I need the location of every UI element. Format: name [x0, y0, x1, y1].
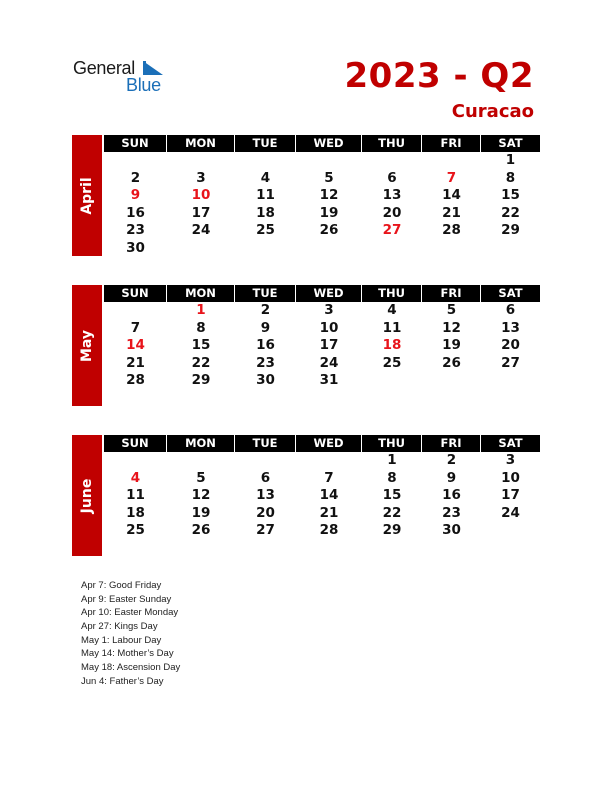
holiday-item: May 14: Mother’s Day	[81, 648, 174, 660]
date-cell: 10	[501, 469, 520, 486]
date-cell: 19	[442, 337, 461, 353]
date-cell: 5	[196, 469, 206, 486]
empty-cell	[422, 372, 481, 390]
week-row	[104, 320, 540, 338]
date-cell: 31	[319, 372, 339, 388]
date-cell: 17	[319, 337, 339, 353]
date-cell: 29	[382, 522, 402, 538]
holiday-date-cell: 1	[196, 302, 206, 318]
empty-cell	[481, 522, 540, 540]
date-cell: 26	[319, 222, 339, 238]
month-block-april	[72, 135, 540, 256]
month-block-june	[72, 435, 540, 556]
date-cell: 16	[256, 337, 275, 353]
empty-cell	[481, 540, 540, 558]
weekday-fri: FRI	[422, 285, 481, 302]
date-cell: 15	[382, 487, 402, 503]
weekday-thu: THU	[362, 285, 422, 302]
week-row	[104, 152, 540, 170]
holiday-date-cell: 9	[130, 187, 141, 203]
week-row	[104, 505, 540, 523]
weekday-wed: WED	[296, 285, 362, 302]
month-label-bar	[72, 135, 102, 256]
empty-cell	[296, 240, 362, 258]
date-cell: 5	[324, 169, 334, 186]
empty-cell	[422, 152, 481, 170]
week-row	[104, 372, 540, 390]
date-cell: 1	[505, 152, 516, 168]
calendar-grid	[104, 435, 540, 557]
date-cell: 14	[319, 487, 339, 503]
week-row	[104, 302, 540, 320]
date-cell: 22	[382, 504, 402, 521]
date-cell: 16	[126, 204, 145, 221]
holiday-item: May 18: Ascension Day	[81, 662, 181, 674]
empty-cell	[362, 390, 422, 408]
month-name: April	[79, 176, 95, 215]
empty-cell	[104, 540, 167, 558]
date-cell: 11	[382, 319, 402, 336]
date-cell: 23	[256, 354, 275, 371]
empty-cell	[362, 540, 422, 558]
date-cell: 5	[446, 302, 457, 318]
empty-cell	[235, 152, 296, 170]
empty-cell	[235, 452, 296, 470]
date-cell: 6	[260, 469, 271, 486]
date-cell: 13	[256, 487, 275, 503]
holiday-item: Jun 4: Father’s Day	[81, 675, 164, 687]
weekday-header	[104, 135, 540, 152]
holiday-date-cell: 27	[382, 222, 402, 238]
logo-text-blue: Blue	[126, 75, 161, 95]
empty-cell	[296, 152, 362, 170]
empty-cell	[167, 452, 235, 470]
date-cell: 21	[319, 504, 339, 521]
empty-cell	[235, 390, 296, 408]
date-cell: 28	[442, 222, 461, 238]
date-cell: 11	[126, 487, 145, 503]
empty-cell	[167, 540, 235, 558]
empty-cell	[167, 240, 235, 258]
empty-cell	[481, 372, 540, 390]
holiday-item: May 1: Labour Day	[81, 634, 162, 646]
weekday-fri: FRI	[422, 135, 481, 152]
weekday-mon: MON	[167, 285, 235, 302]
week-row	[104, 522, 540, 540]
empty-cell	[104, 452, 167, 470]
empty-cell	[362, 152, 422, 170]
week-row	[104, 222, 540, 240]
holiday-item: Apr 9: Easter Sunday	[81, 593, 172, 605]
weekday-sun: SUN	[104, 135, 167, 152]
empty-cell	[481, 240, 540, 258]
date-cell: 11	[256, 187, 275, 203]
date-cell: 7	[130, 319, 141, 336]
weekday-sun: SUN	[104, 435, 167, 452]
week-row	[104, 470, 540, 488]
date-cell: 17	[191, 204, 211, 221]
date-cell: 12	[442, 319, 461, 336]
holiday-item: Apr 10: Easter Monday	[81, 607, 179, 619]
date-cell: 25	[256, 222, 275, 238]
empty-cell	[422, 240, 481, 258]
date-cell: 12	[319, 187, 339, 203]
logo	[73, 58, 173, 98]
page-title: 2023 - Q2	[344, 56, 534, 96]
date-cell: 2	[260, 302, 271, 318]
weekday-tue: TUE	[235, 135, 296, 152]
weekday-sun: SUN	[104, 285, 167, 302]
date-cell: 26	[191, 522, 211, 538]
weekday-sat: SAT	[498, 436, 523, 450]
date-cell: 13	[501, 319, 520, 336]
date-cell: 10	[319, 319, 339, 336]
date-cell: 15	[501, 187, 520, 203]
date-cell: 27	[256, 522, 275, 538]
date-cell: 1	[387, 452, 397, 468]
weekday-wed: WED	[296, 135, 362, 152]
logo-text-general: General	[73, 58, 135, 78]
week-row	[104, 540, 540, 558]
date-cell: 22	[191, 354, 211, 371]
date-cell: 3	[196, 169, 206, 186]
empty-cell	[104, 152, 167, 170]
week-row	[104, 390, 540, 408]
empty-cell	[235, 540, 296, 558]
date-cell: 9	[260, 319, 271, 336]
date-cell: 2	[130, 169, 141, 186]
date-cell: 26	[442, 354, 461, 371]
date-cell: 30	[126, 239, 145, 256]
month-name: June	[79, 478, 95, 513]
date-cell: 15	[191, 337, 211, 353]
empty-cell	[481, 390, 540, 408]
country-subtitle: Curacao	[451, 101, 534, 122]
date-cell: 24	[319, 354, 339, 371]
date-cell: 25	[126, 522, 145, 538]
date-cell: 19	[319, 204, 339, 221]
empty-cell	[167, 152, 235, 170]
holiday-date-cell: 10	[191, 187, 211, 203]
week-row	[104, 355, 540, 373]
weekday-mon: MON	[167, 435, 235, 452]
date-cell: 6	[505, 302, 516, 318]
month-name: May	[79, 329, 95, 362]
date-cell: 20	[256, 504, 275, 521]
calendar-grid	[104, 285, 540, 407]
holiday-date-cell: 18	[382, 337, 402, 353]
date-cell: 14	[442, 187, 461, 203]
week-row	[104, 452, 540, 470]
weekday-header	[104, 285, 540, 302]
weekday-sat: SAT	[498, 136, 523, 150]
date-cell: 24	[191, 222, 211, 238]
date-cell: 8	[387, 469, 397, 486]
date-cell: 21	[126, 354, 145, 371]
week-row	[104, 205, 540, 223]
date-cell: 18	[256, 204, 275, 221]
weekday-sat: SAT	[498, 286, 523, 300]
date-cell: 2	[446, 452, 457, 468]
holiday-item: Apr 27: Kings Day	[81, 621, 158, 633]
date-cell: 18	[126, 504, 145, 521]
weekday-thu: THU	[362, 135, 422, 152]
date-cell: 8	[196, 319, 206, 336]
week-row	[104, 240, 540, 258]
weekday-tue: TUE	[235, 435, 296, 452]
holiday-item: Apr 7: Good Friday	[81, 580, 162, 591]
calendar-grid	[104, 135, 540, 257]
date-cell: 30	[442, 522, 461, 538]
date-cell: 9	[446, 469, 457, 486]
weekday-tue: TUE	[235, 285, 296, 302]
date-cell: 22	[501, 204, 520, 221]
holiday-date-cell: 7	[446, 169, 457, 186]
date-cell: 7	[324, 469, 334, 486]
empty-cell	[167, 390, 235, 408]
date-cell: 23	[126, 222, 145, 238]
empty-cell	[104, 302, 167, 320]
date-cell: 8	[505, 169, 516, 186]
empty-cell	[104, 390, 167, 408]
date-cell: 16	[442, 487, 461, 503]
date-cell: 20	[382, 204, 402, 221]
date-cell: 23	[442, 504, 461, 521]
empty-cell	[235, 240, 296, 258]
empty-cell	[296, 452, 362, 470]
empty-cell	[422, 540, 481, 558]
date-cell: 24	[501, 504, 520, 521]
date-cell: 30	[256, 372, 275, 388]
date-cell: 12	[191, 487, 211, 503]
weekday-wed: WED	[296, 435, 362, 452]
date-cell: 3	[324, 302, 334, 318]
weekday-fri: FRI	[422, 435, 481, 452]
date-cell: 27	[501, 354, 520, 371]
date-cell: 4	[260, 169, 271, 186]
month-block-may	[72, 285, 540, 406]
date-cell: 25	[382, 354, 402, 371]
week-row	[104, 487, 540, 505]
date-cell: 13	[382, 187, 402, 203]
month-label-bar	[72, 435, 102, 556]
date-cell: 29	[191, 372, 211, 388]
week-row	[104, 187, 540, 205]
empty-cell	[296, 390, 362, 408]
date-cell: 6	[387, 169, 397, 186]
holiday-list	[81, 579, 180, 689]
week-row	[104, 337, 540, 355]
date-cell: 28	[126, 372, 145, 388]
empty-cell	[296, 540, 362, 558]
date-cell: 20	[501, 337, 520, 353]
holiday-date-cell: 14	[126, 337, 145, 353]
date-cell: 3	[505, 452, 516, 468]
weekday-header	[104, 435, 540, 452]
empty-cell	[362, 372, 422, 390]
date-cell: 17	[501, 487, 520, 503]
empty-cell	[362, 240, 422, 258]
date-cell: 21	[442, 204, 461, 221]
date-cell: 19	[191, 504, 211, 521]
date-cell: 4	[387, 302, 397, 318]
week-row	[104, 170, 540, 188]
date-cell: 29	[501, 222, 520, 238]
date-cell: 28	[319, 522, 339, 538]
month-label-bar	[72, 285, 102, 406]
blue-triangle-flag-icon	[143, 61, 163, 75]
weekday-thu: THU	[362, 435, 422, 452]
weekday-mon: MON	[167, 135, 235, 152]
holiday-date-cell: 4	[130, 469, 141, 486]
empty-cell	[422, 390, 481, 408]
